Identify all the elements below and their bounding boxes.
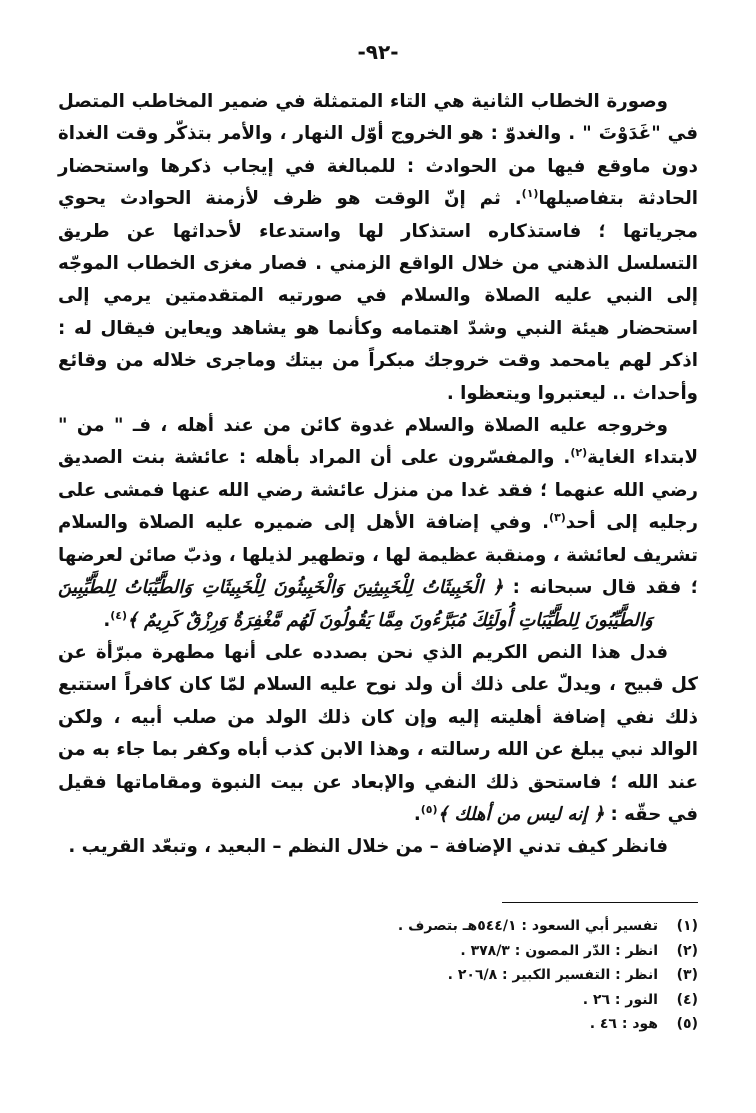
- paragraph-4: [58, 831, 698, 863]
- footnote-3-text: انظر : التفسير الكبير : ٢٠٦/٨ .: [447, 967, 658, 983]
- paragraph-2: [58, 410, 698, 637]
- paragraph-3-text: فدل هذا النص الكريم الذي نحن بصدده على أنها مطهرة مبرّأة عن كل قبيح ، ويدلّ على ذلك أن ولد نوح عليه السلام لمّا كان كافراً استتبع ذلك نفي إضافة أهليته إليه وإن كان ذلك الولد من صلب أبيه ، ولكن الوالد نبي يبلغ عن الله رسالته ، وهذا الابن كذب أباه وكفر بما جاء به من عند الله ؛ فاستحق ذلك النفي والإبعاد عن بيت النبوة ومقاماتها فقيل في حقّه :: [58, 641, 698, 825]
- paragraph-3: [58, 637, 698, 831]
- footnote-3: [298, 963, 698, 988]
- footnote-5-text: هود : ٤٦ .: [589, 1016, 658, 1032]
- main-text: [58, 86, 698, 864]
- footnote-divider: [502, 902, 698, 903]
- footnote-1: [298, 914, 698, 939]
- paragraph-2-text: وخروجه عليه الصلاة والسلام غدوة كائن من عند أهله ، فـ " من " لابتداء الغاية: [58, 415, 698, 469]
- paragraph-3-end: .: [413, 803, 421, 825]
- paragraph-4-text: فانظر كيف تدني الإضافة – من خلال النظم – البعيد ، وتبعّد القريب .: [68, 836, 668, 858]
- page-number: -٩٢-: [357, 40, 399, 64]
- footnote-2-text: انظر : الدّر المصون : ٣٧٨/٣ .: [460, 942, 658, 959]
- footnote-2: [298, 939, 698, 964]
- paragraph-2-tail2: . وفي إضافة الأهل إلى ضميره عليه الصلاة والسلام تشريف لعائشة ، ومنقبة عظيمة لها ، وتطهير لذيلها ، وذبّ صائن لعرضها ؛ فقد قال سبحانه :: [58, 512, 698, 599]
- paragraph-2-tail: . والمفسّرون على أن المراد بأهله : عائشة بنت الصديق رضي الله عنهما ؛ فقد غدا من منزل عائشة رضي الله عنها فمشى على رجليه إلى أحد: [58, 447, 698, 534]
- footnote-ref-4[interactable]: (٤): [110, 608, 128, 622]
- quran-verse-hud: ﴿ إنه ليس من أهلك ﴾: [437, 803, 605, 825]
- footnote-1-text: تفسير أبي السعود : ٥٤٤/١هـ بتصرف .: [397, 918, 658, 934]
- footnote-ref-3[interactable]: (٣): [549, 511, 566, 525]
- paragraph-1-tail: . ثم إنّ الوقت هو ظرف لأزمنة الحوادث يحوي مجرياتها ؛ فاستذكاره استذكار لها واستدعاء لأحداثها عن طريق التسلسل الذهني من خلال الواقع الزمني . فصار مغزى الخطاب الموجّه إلى النبي عليه الصلاة والسلام في صورتيه المتقدمتين يرمي إلى استحضار هيئة النبي وشدّ اهتمامه وكأنما هو يشاهد ويعاين فيقال له : اذكر لهم يامحمد وقت خروجك مبكراً من بيتك وماجرى خلاله من وقائع وأحداث .. ليعتبروا ويتعظوا .: [58, 188, 698, 404]
- footnote-3-number: (٣): [676, 967, 698, 983]
- quran-verse-an-nur: ﴿ الْخَبِيثَاتُ لِلْخَبِيثِينَ وَالْخَبِيثُونَ لِلْخَبِيثَاتِ وَالطَّيِّبَاتُ لِلطَّيِّبِينَ وَالطَّيِّبُونَ لِلطَّيِّبَاتِ أُولَئِكَ مُبَرَّءُونَ مِمَّا يَقُولُونَ لَهُم مَّغْفِرَةٌ وَرِزْقٌ كَرِيمٌ ﴾: [58, 577, 653, 631]
- footnote-ref-2[interactable]: (٢): [570, 446, 588, 460]
- footnote-4-text: النور : ٢٦ .: [582, 991, 658, 1008]
- footnotes: [298, 914, 698, 1037]
- footnote-4: [298, 988, 698, 1013]
- paragraph-2-end: .: [103, 609, 111, 631]
- footnote-5: [298, 1012, 698, 1037]
- paragraph-1-text: وصورة الخطاب الثانية هي التاء المتمثلة في ضمير المخاطب المتصل في "غَدَوْتَ " . والغدوّ : هو الخروج أوّل النهار ، والأمر بتذكّر وقت الغداة دون ماوقع فيها من الحوادث : للمبالغة في إيجاب ذكرها واستحضار الحادثة بتفاصيلها: [58, 91, 699, 210]
- paragraph-1: [58, 86, 698, 410]
- footnote-2-number: (٢): [676, 942, 698, 959]
- footnote-ref-5[interactable]: (٥): [420, 802, 438, 816]
- footnote-1-number: (١): [676, 918, 698, 934]
- footnote-4-number: (٤): [676, 991, 698, 1008]
- footnote-ref-1[interactable]: (١): [521, 187, 539, 201]
- footnote-5-number: (٥): [676, 1016, 698, 1032]
